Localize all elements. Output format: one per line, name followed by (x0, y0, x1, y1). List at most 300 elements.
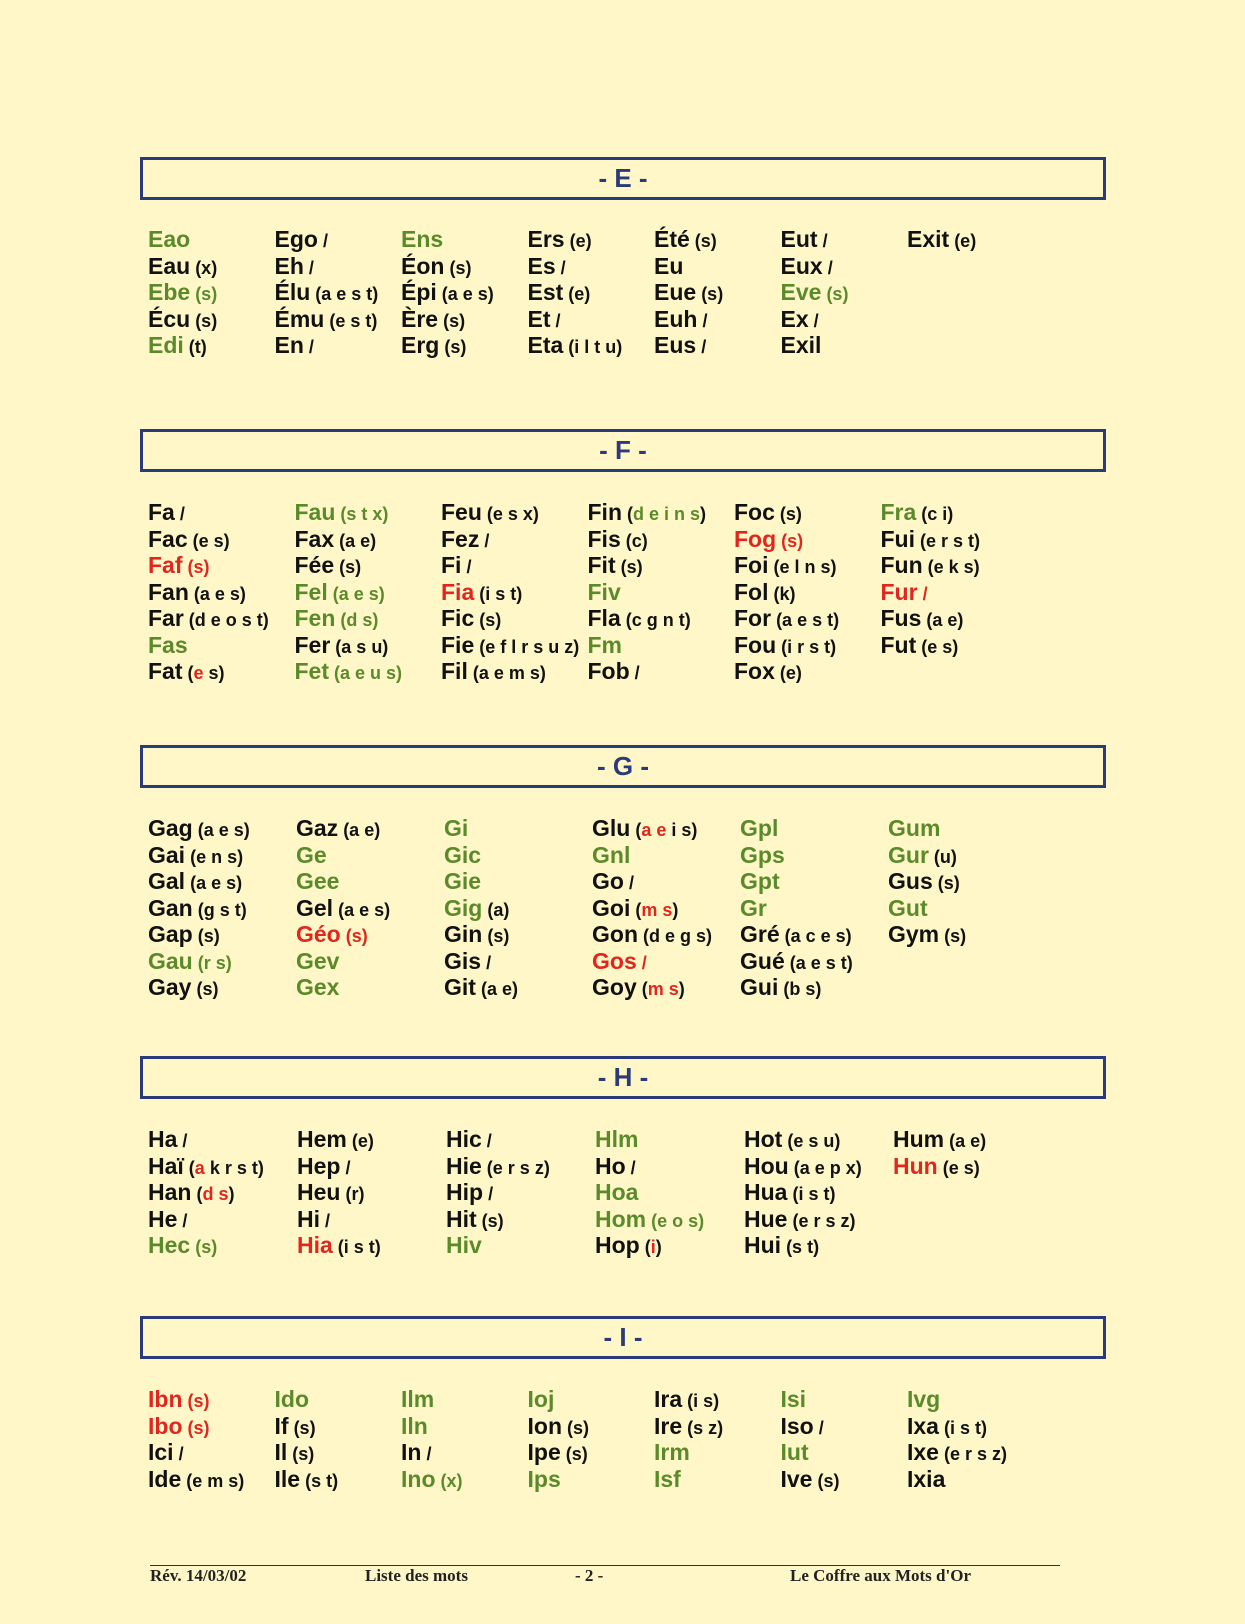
word-suffix: ( (639, 1237, 651, 1257)
word-suffix: (e r s z) (938, 1444, 1008, 1464)
word-entry (528, 1413, 655, 1440)
word-suffix: (a e s t) (310, 284, 379, 304)
word-entry (401, 253, 528, 280)
word-suffix: (s) (482, 926, 510, 946)
word: Eus (654, 332, 697, 358)
word-column (592, 815, 740, 1001)
word: Erg (401, 332, 440, 358)
word-entry (592, 895, 740, 922)
word: Es (527, 252, 556, 279)
word-suffix: (s) (182, 557, 210, 577)
word-entry (148, 632, 295, 659)
word-entry (148, 605, 295, 632)
word-suffix: (g s t) (192, 899, 247, 920)
word-column (401, 226, 528, 359)
word: Ému (274, 305, 325, 332)
word: Ens (401, 226, 444, 252)
word-suffix: e (193, 663, 204, 683)
word-suffix: (e m s) (181, 1470, 245, 1491)
word: Glu (592, 815, 631, 841)
word-suffix: / (479, 530, 490, 551)
word-suffix: (u) (928, 846, 957, 867)
word-suffix: (e o s) (646, 1210, 705, 1231)
word-suffix: / (481, 1131, 492, 1151)
word-suffix: (e) (774, 663, 802, 683)
word-suffix: / (550, 310, 561, 331)
word-column (441, 499, 588, 685)
word: Gnl (592, 841, 631, 868)
word-entry (148, 921, 296, 948)
word: Ion (527, 1412, 562, 1439)
word-column (275, 1386, 402, 1492)
word-suffix: (a e) (475, 979, 518, 999)
word-column (654, 226, 781, 359)
word-suffix: ) (228, 1184, 235, 1204)
word-entry (588, 658, 735, 685)
word: Fus (880, 605, 922, 631)
word: Ioj (527, 1386, 555, 1412)
word-grid (148, 1126, 1042, 1259)
word-suffix: (b s) (778, 979, 822, 999)
word: Hip (446, 1179, 484, 1205)
word-suffix: (s t x) (335, 504, 389, 524)
word-entry (296, 948, 444, 975)
word-column (888, 815, 1036, 1001)
word: Gic (444, 841, 482, 868)
word-suffix: / (320, 1210, 331, 1231)
word-entry (297, 1232, 446, 1259)
word-column (295, 499, 442, 685)
word-entry (275, 1386, 402, 1413)
word-suffix: ( (630, 820, 642, 840)
word-suffix: / (917, 583, 928, 604)
word-suffix: (s) (190, 284, 218, 304)
word-suffix: (c) (620, 530, 648, 551)
word-suffix: (i s t) (332, 1237, 381, 1257)
word-entry (881, 526, 1028, 553)
word: Gay (148, 974, 192, 1000)
word: Ino (401, 1465, 436, 1492)
word: Été (654, 226, 690, 252)
word-suffix: (s) (774, 504, 802, 524)
word-suffix: (a e s) (436, 284, 494, 304)
word: Gig (444, 894, 483, 921)
word: Géo (296, 921, 341, 947)
word: Ha (148, 1126, 178, 1152)
word: Gps (740, 841, 785, 868)
word: Ido (274, 1386, 309, 1412)
word-entry (588, 579, 735, 606)
word-entry (148, 332, 275, 359)
word-suffix: (e k s) (922, 557, 980, 577)
word-suffix: (a s u) (330, 636, 389, 657)
word-suffix: (d e o s t) (183, 610, 269, 630)
word-column (781, 1386, 908, 1492)
word-entry (592, 921, 740, 948)
word-suffix: (a e s t) (771, 610, 840, 630)
word-suffix: (i s t) (474, 583, 523, 604)
word-entry (654, 306, 781, 333)
word-column (401, 1386, 528, 1492)
word-suffix: ) (672, 899, 679, 920)
word-entry (148, 895, 296, 922)
word: Gi (444, 815, 469, 841)
word-entry (444, 815, 592, 842)
word-entry (588, 499, 735, 526)
word-entry (444, 868, 592, 895)
word-entry (296, 842, 444, 869)
word: Gap (148, 921, 193, 947)
word: Ira (654, 1386, 683, 1412)
word: Fau (294, 499, 336, 525)
section-header: - I - (140, 1316, 1106, 1359)
word: Fi (441, 552, 462, 578)
word: Hua (744, 1179, 788, 1205)
word-suffix: (s) (560, 1444, 588, 1464)
word-suffix: / (625, 1157, 636, 1178)
word: En (274, 332, 304, 358)
word-entry (441, 579, 588, 606)
word: Hic (446, 1126, 482, 1152)
word-suffix: (e f l r s u z) (474, 636, 580, 657)
word-suffix: (e) (346, 1131, 374, 1151)
word: Ho (595, 1152, 626, 1179)
page-footer (150, 1565, 1060, 1585)
word-grid (148, 1386, 1034, 1492)
word: Il (274, 1439, 288, 1465)
word-entry (148, 306, 275, 333)
word-suffix: s) (203, 663, 225, 683)
word-entry (275, 1439, 402, 1466)
word: Ex (780, 305, 809, 332)
word-suffix: / (317, 231, 328, 251)
word: Gui (740, 974, 779, 1000)
word-entry (296, 815, 444, 842)
word-entry (441, 632, 588, 659)
word: Ixa (907, 1412, 939, 1439)
word: Ebe (148, 279, 191, 305)
word-entry (781, 1439, 908, 1466)
word: Fur (880, 578, 918, 605)
word: Hoa (595, 1179, 639, 1205)
word-suffix: (s z) (682, 1417, 724, 1438)
word-suffix: ) (678, 979, 685, 999)
word-entry (740, 921, 888, 948)
word: Hec (148, 1232, 191, 1258)
word-entry (401, 279, 528, 306)
word-entry (881, 552, 1028, 579)
word-entry (446, 1232, 595, 1259)
word: Fel (294, 578, 328, 605)
word-column (907, 226, 1034, 359)
word-suffix: (a e) (338, 820, 381, 840)
word-entry (295, 658, 442, 685)
word-suffix: (i l t u) (563, 337, 623, 357)
word-suffix: (s) (932, 873, 960, 893)
word-suffix: (a) (482, 899, 510, 920)
word-entry (588, 526, 735, 553)
word-entry (401, 1386, 528, 1413)
word-entry (446, 1153, 595, 1180)
word-suffix: d s (202, 1184, 229, 1204)
word: Ers (527, 226, 565, 252)
word: Hiv (446, 1232, 482, 1258)
word: Fit (587, 552, 616, 578)
word: Gin (444, 921, 483, 947)
word: Gon (592, 921, 638, 947)
word-entry (734, 499, 881, 526)
word-entry (781, 332, 908, 359)
word-entry (528, 226, 655, 253)
word-entry (528, 279, 655, 306)
word-entry (296, 921, 444, 948)
word-entry (888, 895, 1036, 922)
word-suffix: (s) (444, 257, 472, 278)
word-suffix: (e n s) (185, 846, 244, 867)
word-grid (148, 226, 1034, 359)
word-entry (588, 552, 735, 579)
word-suffix: k r s t) (204, 1157, 264, 1178)
word: Fer (294, 631, 331, 658)
word-entry (734, 658, 881, 685)
word-entry (148, 868, 296, 895)
word-entry (441, 658, 588, 685)
word-entry (148, 526, 295, 553)
word-suffix: (s) (474, 610, 502, 630)
word-suffix: (e s u) (782, 1131, 841, 1151)
word: Ipe (527, 1439, 561, 1465)
word-suffix: (s) (438, 310, 466, 331)
word-column (528, 226, 655, 359)
word-entry (296, 895, 444, 922)
word-entry (888, 842, 1036, 869)
word-suffix: ( (191, 1184, 203, 1204)
word-suffix: (e) (563, 284, 591, 304)
word-entry (275, 306, 402, 333)
word: Hie (446, 1152, 482, 1179)
word-entry (595, 1179, 744, 1206)
word-entry (295, 579, 442, 606)
word: Han (148, 1179, 192, 1205)
word-suffix: (a e s) (333, 899, 391, 920)
word: Gex (296, 974, 340, 1000)
word: Eao (148, 226, 191, 252)
word: Ivg (907, 1386, 941, 1412)
word: Exil (780, 332, 822, 358)
word-column (734, 499, 881, 685)
word: Gr (740, 894, 767, 921)
word: Ère (401, 305, 439, 332)
word-suffix: (c g n t) (620, 610, 691, 630)
word-entry (881, 632, 1028, 659)
word-entry (148, 1386, 275, 1413)
word-suffix: (e s) (937, 1157, 980, 1178)
word: Goi (592, 894, 631, 921)
word-entry (881, 579, 1028, 606)
word-entry (528, 1386, 655, 1413)
word-entry (734, 632, 881, 659)
word-suffix: (i s t) (938, 1417, 987, 1438)
word-entry (148, 974, 296, 1001)
word-entry (744, 1206, 893, 1233)
word: Eux (780, 252, 823, 279)
word: Gum (888, 815, 941, 841)
word-suffix: (a e) (921, 610, 964, 630)
word-suffix: (s t) (781, 1237, 820, 1257)
word-entry (444, 974, 592, 1001)
word-entry (740, 868, 888, 895)
word: Fui (880, 525, 915, 552)
word: Git (444, 974, 476, 1000)
word-column (740, 815, 888, 1001)
word-suffix: / (808, 310, 819, 331)
word-entry (734, 605, 881, 632)
word: Gag (148, 815, 193, 841)
word-suffix: / (421, 1444, 432, 1464)
word-suffix: m s (641, 899, 673, 920)
word: Fie (441, 631, 475, 658)
word: Eta (527, 332, 564, 358)
word-entry (275, 1466, 402, 1493)
word-suffix: (e) (564, 231, 592, 251)
word-suffix: (s) (776, 530, 804, 551)
word: If (274, 1412, 289, 1439)
word: Feu (441, 499, 482, 525)
word-suffix: (e s t) (324, 310, 378, 331)
word-entry (740, 974, 888, 1001)
word-suffix: (s) (340, 926, 368, 946)
word: Eau (148, 252, 191, 279)
word-suffix: (a e) (944, 1131, 987, 1151)
word: Fox (734, 658, 775, 684)
word-column (528, 1386, 655, 1492)
word-entry (744, 1126, 893, 1153)
word: Ibn (148, 1386, 183, 1412)
word-entry (401, 1466, 528, 1493)
word-entry (295, 552, 442, 579)
word-suffix: / (629, 663, 640, 683)
word: Haï (148, 1152, 184, 1179)
word-entry (654, 226, 781, 253)
word-suffix: / (822, 257, 833, 278)
word: Fut (880, 631, 917, 658)
word: Iut (780, 1439, 809, 1465)
word-column (297, 1126, 446, 1259)
word-column (595, 1126, 744, 1259)
word-entry (893, 1126, 1042, 1153)
word-entry (595, 1232, 744, 1259)
word-entry (744, 1153, 893, 1180)
word: Gpl (740, 815, 779, 841)
word-entry (654, 1439, 781, 1466)
word-suffix: (s) (696, 284, 724, 304)
word: Gué (740, 947, 785, 974)
word: Hui (744, 1232, 782, 1258)
word-entry (444, 895, 592, 922)
word-entry (401, 1413, 528, 1440)
word: Eue (654, 279, 697, 305)
word-entry (275, 226, 402, 253)
word: In (401, 1439, 422, 1465)
word-entry (528, 332, 655, 359)
word-suffix: (s) (287, 1444, 315, 1464)
word-column (907, 1386, 1034, 1492)
word: Écu (148, 305, 191, 332)
word: Fa (148, 499, 175, 525)
word-suffix: (c i) (916, 504, 954, 524)
word-column (148, 499, 295, 685)
word-entry (275, 332, 402, 359)
word: Ile (274, 1465, 301, 1492)
word-entry (781, 1466, 908, 1493)
word: Élu (274, 279, 311, 305)
word-suffix: (s) (476, 1210, 504, 1231)
word-suffix: (a e s) (185, 873, 243, 893)
word-entry (295, 605, 442, 632)
word: Hep (297, 1152, 341, 1179)
word-suffix: (s) (182, 1417, 210, 1438)
word: Gai (148, 841, 186, 868)
word-column (781, 226, 908, 359)
word: Ici (148, 1439, 174, 1465)
word: Eu (654, 252, 684, 279)
word-entry (907, 226, 1034, 253)
word: Iln (401, 1412, 428, 1439)
word: Fac (148, 525, 188, 552)
word-entry (595, 1206, 744, 1233)
word-suffix: (e s) (187, 530, 230, 551)
word-entry (592, 815, 740, 842)
word: Hit (446, 1205, 477, 1232)
word-suffix: / (461, 557, 472, 577)
word: Fis (587, 525, 621, 552)
word-entry (148, 279, 275, 306)
word: Gpt (740, 868, 780, 894)
word-entry (295, 499, 442, 526)
word: Gus (888, 868, 933, 894)
word-suffix: a (194, 1157, 205, 1178)
word-entry (148, 1439, 275, 1466)
word-entry (654, 1466, 781, 1493)
word-entry (888, 921, 1036, 948)
word-suffix: (s) (288, 1417, 316, 1438)
word: Ilm (401, 1386, 435, 1412)
word-suffix: / (340, 1157, 351, 1178)
section-header: - G - (140, 745, 1106, 788)
word: Fan (148, 578, 189, 605)
word-suffix: (e r s z) (787, 1210, 856, 1231)
word-entry (907, 1466, 1034, 1493)
word-suffix: / (303, 257, 314, 278)
word-entry (148, 226, 275, 253)
word-entry (148, 499, 295, 526)
word: Eut (780, 226, 818, 252)
word-entry (888, 868, 1036, 895)
word: Fée (294, 552, 335, 578)
word-entry (148, 948, 296, 975)
word-entry (441, 552, 588, 579)
word-suffix: (a e s t) (784, 952, 853, 973)
word: Hem (297, 1126, 347, 1152)
word: Gré (740, 921, 780, 947)
word: Hun (893, 1152, 938, 1179)
word-entry (441, 499, 588, 526)
word: Hia (297, 1232, 333, 1258)
word-suffix: (e r s t) (915, 530, 981, 551)
word-column (148, 815, 296, 1001)
word-suffix: (a c e s) (779, 926, 852, 946)
word-suffix: (d s) (335, 610, 379, 630)
